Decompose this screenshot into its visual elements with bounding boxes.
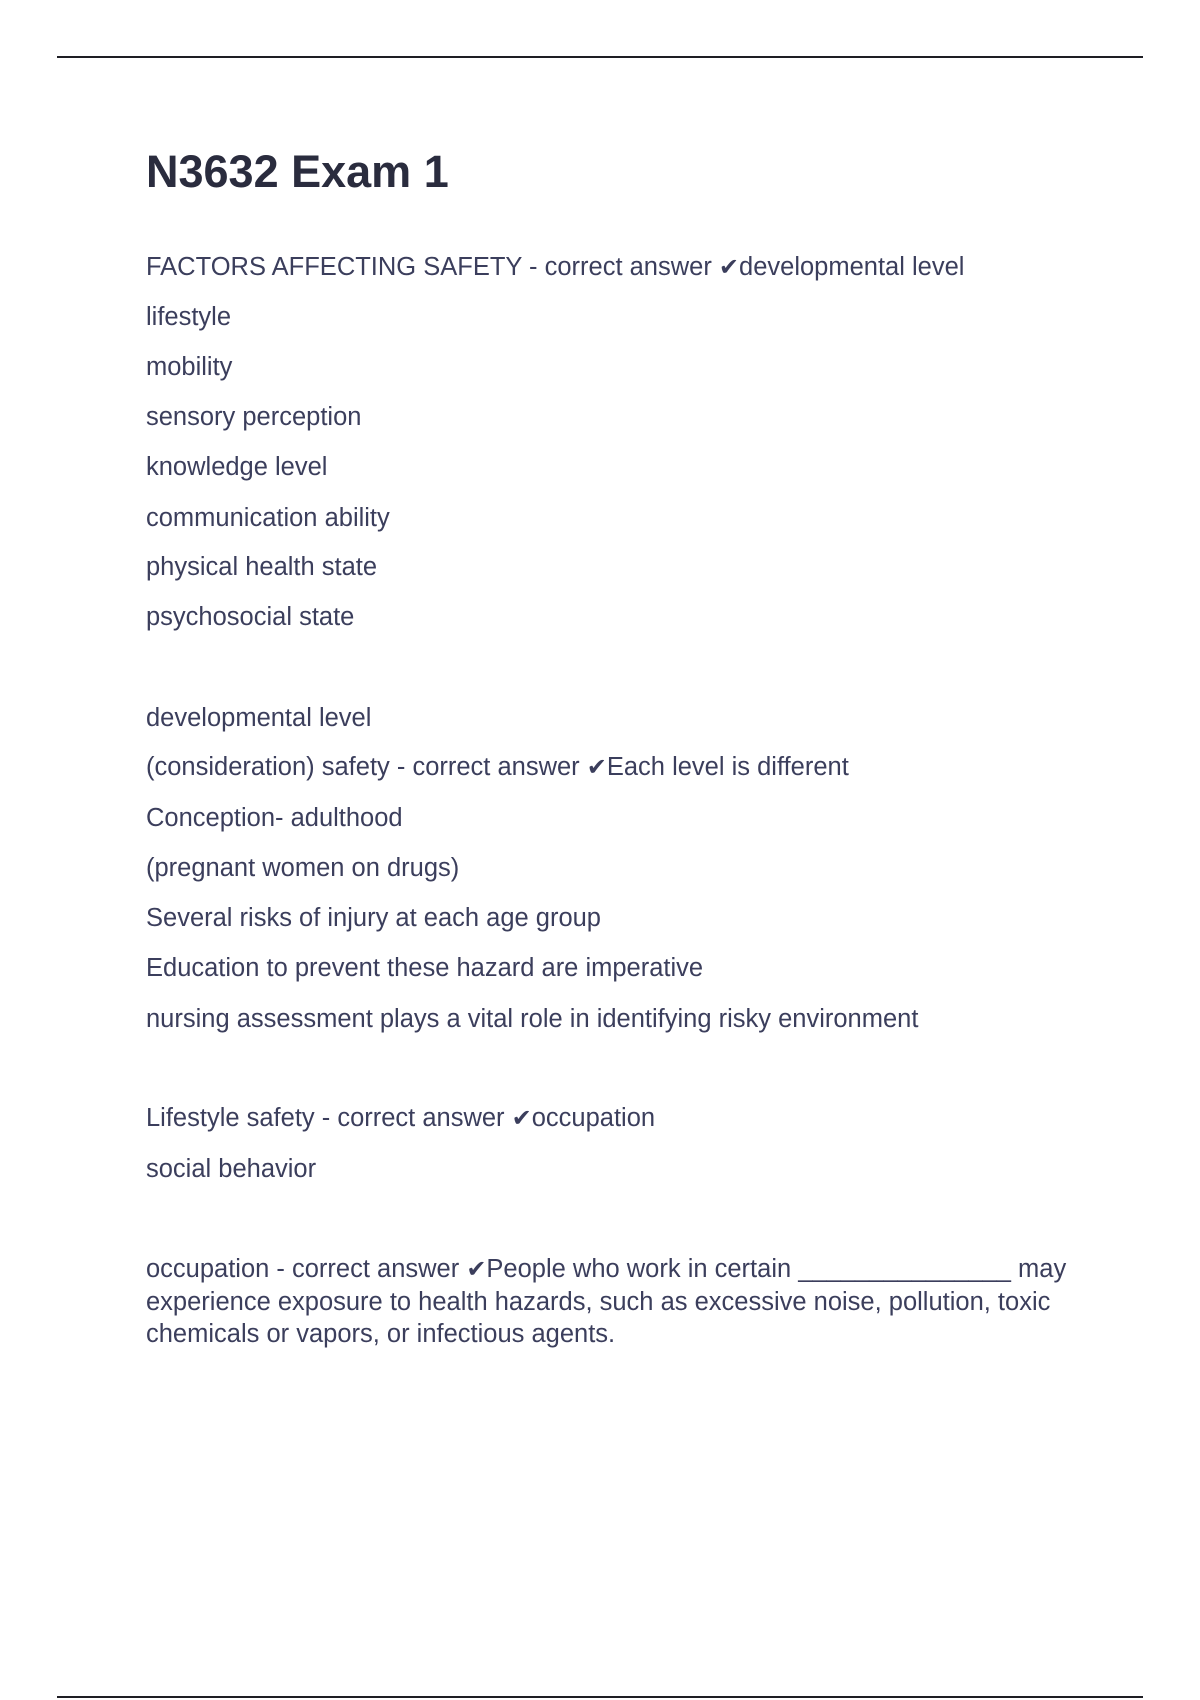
answer-text: occupation: [531, 1104, 656, 1132]
page-title: N3632 Exam 1: [146, 146, 449, 197]
question-text: (consideration) safety - correct answer: [146, 753, 587, 781]
card-3-question-line: [146, 1102, 655, 1135]
check-icon: ✔: [466, 1256, 487, 1283]
answer-text: Each level is different: [606, 753, 849, 781]
card-1-line-5: knowledge level: [146, 453, 328, 481]
card-1-line-4: sensory perception: [146, 403, 362, 431]
card-2-line-5: Several risks of injury at each age group: [146, 904, 601, 932]
card-1-line-7: physical health state: [146, 553, 378, 581]
card-2-line-7: nursing assessment plays a vital role in identifying risky environment: [146, 1005, 919, 1033]
check-icon: ✔: [511, 1105, 532, 1132]
card-2-line-6: Education to prevent these hazard are imperative: [146, 954, 704, 982]
card-2-line-4: (pregnant women on drugs): [146, 854, 460, 882]
card-4-paragraph: [146, 1253, 1106, 1350]
card-2-question-line: [146, 751, 849, 784]
card-1-question-line: [146, 251, 964, 284]
card-2-line-3: Conception- adulthood: [146, 804, 403, 832]
question-text: FACTORS AFFECTING SAFETY - correct answer: [146, 253, 719, 281]
card-1-line-8: psychosocial state: [146, 603, 355, 631]
check-icon: ✔: [586, 754, 607, 781]
card-1-line-2: lifestyle: [146, 303, 232, 331]
card-1-line-3: mobility: [146, 353, 233, 381]
check-icon: ✔: [718, 254, 740, 281]
card-1-line-6: communication ability: [146, 504, 390, 532]
answer-text: People who work in certain _______________ may experience exposure to health hazards, such as excessive noise, pollution, toxic chemicals or vapors, or infectious agents.: [146, 1255, 1067, 1348]
top-rule: [57, 56, 1143, 58]
card-2-line-1: developmental level: [146, 704, 372, 732]
bottom-rule: [57, 1696, 1143, 1698]
question-text: Lifestyle safety - correct answer: [146, 1104, 512, 1132]
card-3-line-2: social behavior: [146, 1155, 317, 1183]
question-text: occupation - correct answer: [146, 1255, 467, 1283]
answer-text: developmental level: [739, 253, 965, 281]
